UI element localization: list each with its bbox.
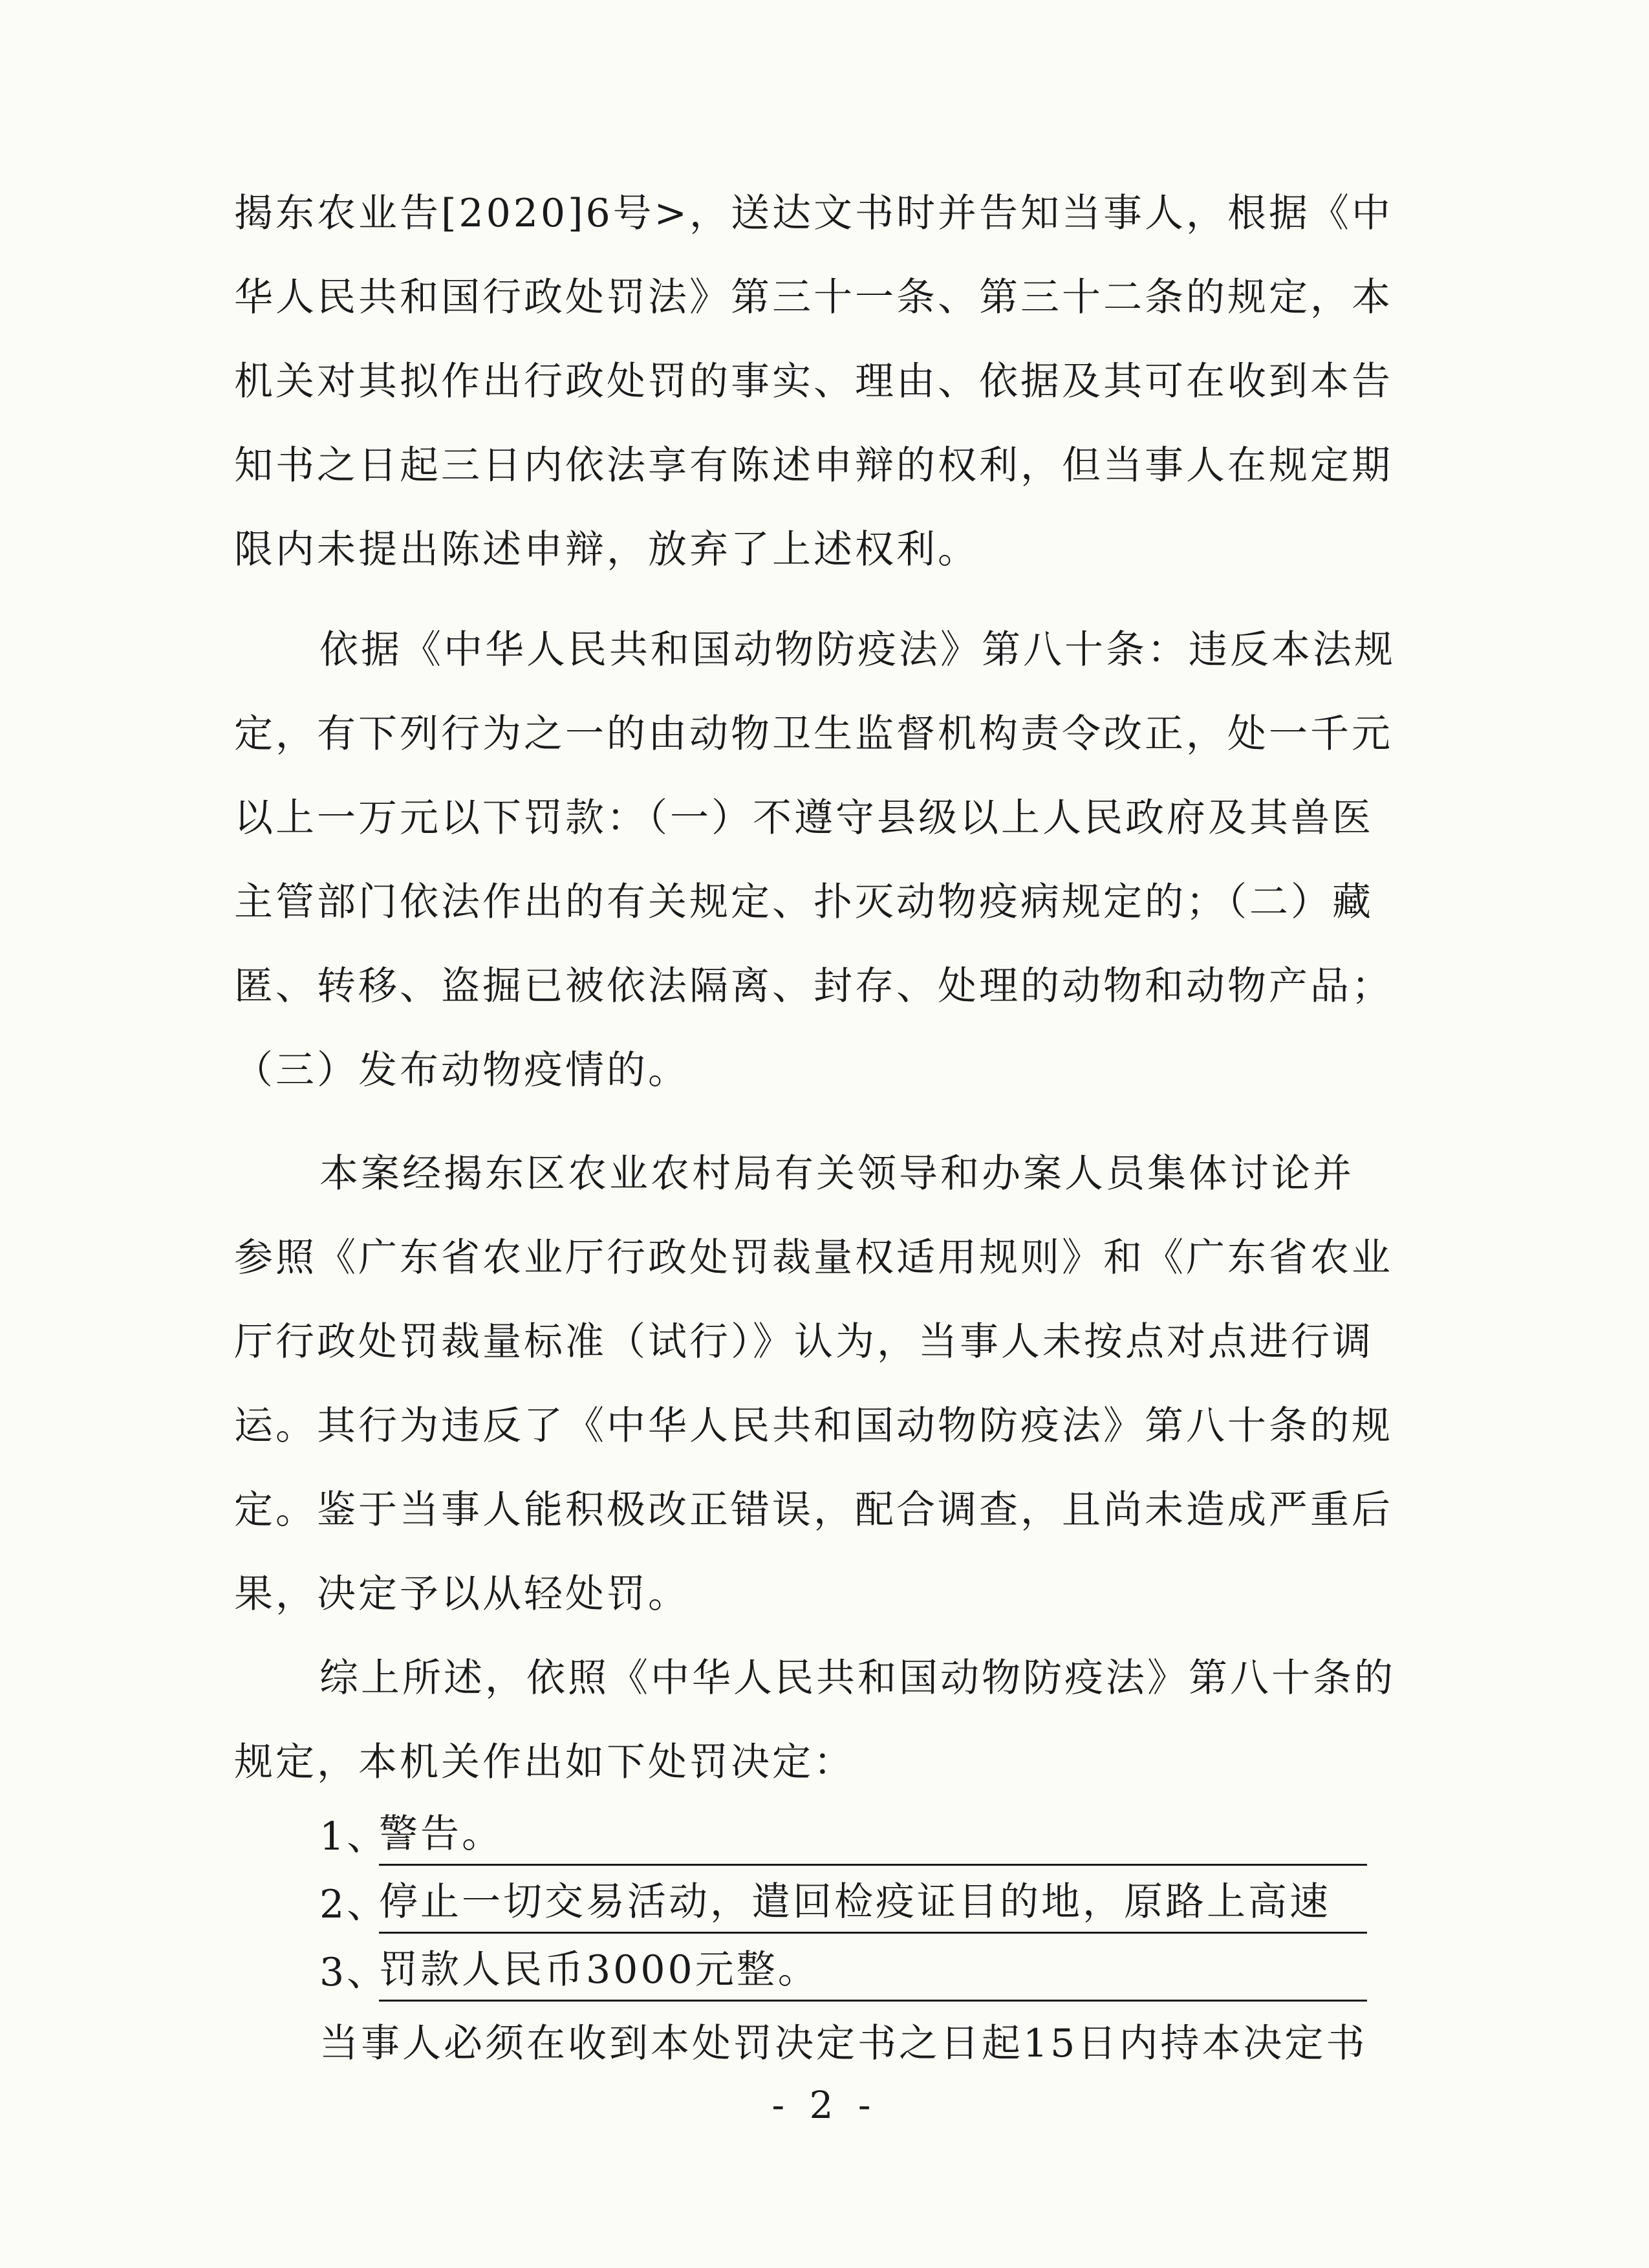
paragraph-1-line-2: 华人民共和国行政处罚法》第三十一条、第三十二条的规定，本 [234, 275, 1393, 320]
paragraph-3-line-2: 参照《广东省农业厅行政处罚裁量权适用规则》和《广东省农业 [234, 1235, 1393, 1280]
paragraph-3-line-6: 果，决定予以从轻处罚。 [234, 1571, 689, 1617]
paragraph-2-line-6: （三）发布动物疫情的。 [234, 1048, 689, 1093]
paragraph-2-line-1: 依据《中华人民共和国动物防疫法》第八十条：违反本法规 [319, 627, 1396, 673]
paragraph-2-line-4: 主管部门依法作出的有关规定、扑灭动物疫病规定的；（二）藏 [234, 880, 1374, 925]
paragraph-3-line-1: 本案经揭东区农业农村局有关领导和办案人员集体讨论并 [319, 1151, 1354, 1196]
paragraph-5-line-1: 当事人必须在收到本处罚决定书之日起15日内持本决定书 [319, 2021, 1368, 2066]
decision-number: 2、 [319, 1882, 389, 1927]
paragraph-1-line-3: 机关对其拟作出行政处罚的事实、理由、依据及其可在收到本告 [234, 359, 1393, 404]
paragraph-2-line-5: 匿、转移、盗掘已被依法隔离、封存、处理的动物和动物产品； [234, 964, 1393, 1009]
decision-item-1 [319, 1804, 1367, 1869]
decision-text: 罚款人民币3000元整。 [379, 1940, 1367, 2002]
paragraph-4-line-2: 规定，本机关作出如下处罚决定： [234, 1740, 855, 1785]
decision-number: 3、 [319, 1950, 389, 1995]
decision-text: 停止一切交易活动，遣回检疫证目的地，原路上高速 [379, 1872, 1367, 1934]
paragraph-1-line-5: 限内未提出陈述申辩，放弃了上述权利。 [234, 527, 979, 572]
paragraph-4-line-1: 综上所述，依照《中华人民共和国动物防疫法》第八十条的 [319, 1656, 1396, 1701]
paragraph-3-line-4: 运。其行为违反了《中华人民共和国动物防疫法》第八十条的规 [234, 1403, 1393, 1449]
decision-text: 警告。 [379, 1804, 1367, 1866]
paragraph-2-line-3: 以上一万元以下罚款：（一）不遵守县级以上人民政府及其兽医 [234, 795, 1374, 841]
paragraph-2-line-2: 定，有下列行为之一的由动物卫生监督机构责令改正，处一千元 [234, 711, 1393, 757]
decision-number: 1、 [319, 1814, 389, 1859]
page-number: - 2 - [771, 2083, 878, 2127]
paragraph-3-line-3: 厅行政处罚裁量标准（试行）》认为，当事人未按点对点进行调 [234, 1319, 1374, 1365]
decision-item-3 [319, 1940, 1367, 2005]
decision-item-2 [319, 1872, 1367, 1937]
paragraph-1-line-4: 知书之日起三日内依法享有陈述申辩的权利，但当事人在规定期 [234, 443, 1393, 488]
paragraph-1-line-1: 揭东农业告[2020]6号>，送达文书时并告知当事人，根据《中 [234, 191, 1393, 236]
paragraph-3-line-5: 定。鉴于当事人能积极改正错误，配合调查，且尚未造成严重后 [234, 1487, 1393, 1533]
